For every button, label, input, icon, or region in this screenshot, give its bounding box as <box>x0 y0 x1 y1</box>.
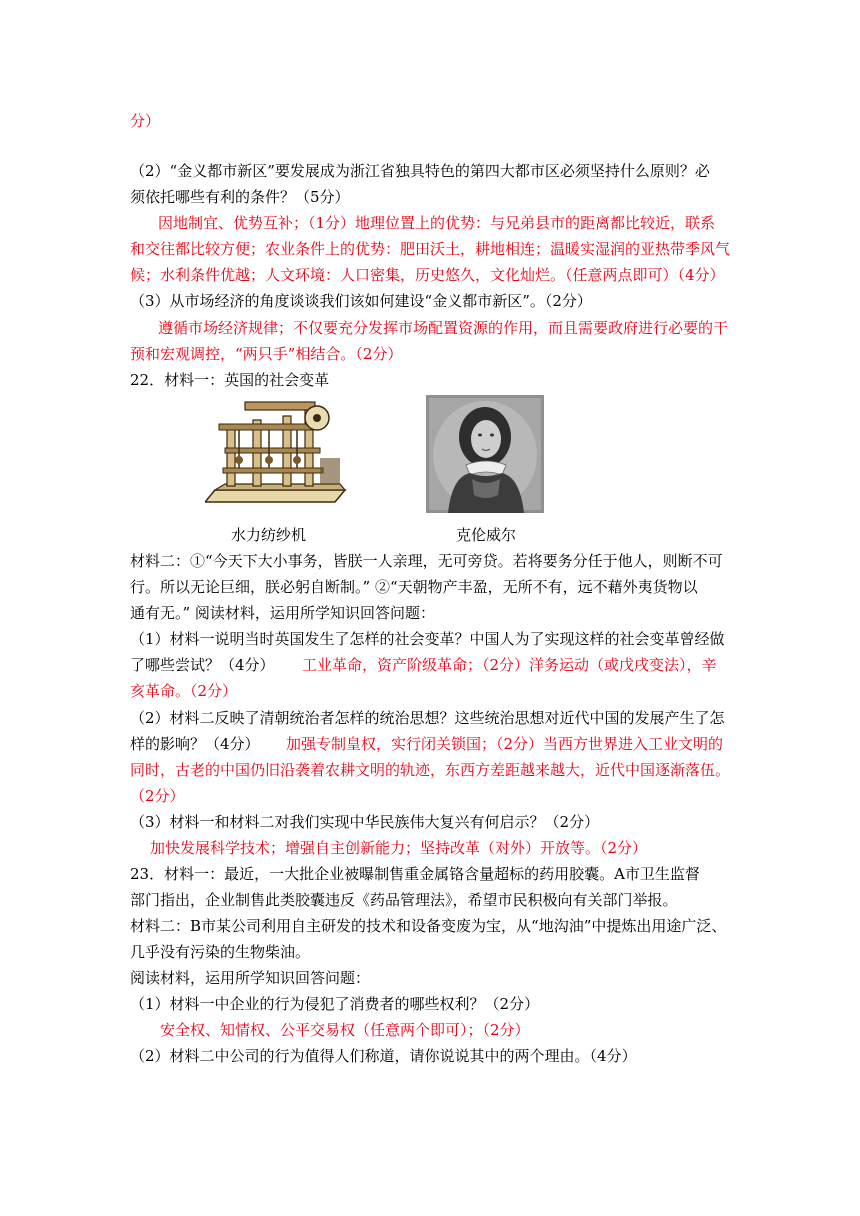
question-line: 阅读材料，运用所学知识回答问题： <box>130 969 371 987</box>
question-line: （3）材料一和材料二对我们实现中华民族伟大复兴有何启示？（2分） <box>130 813 600 831</box>
answer-line: 工业革命，资产阶级革命；（2分）洋务运动（或戊戌变法），辛 <box>302 656 717 674</box>
text-line: 分） <box>130 112 161 130</box>
question-line: 行。所以无论巨细，朕必躬自断制。” ②“天朝物产丰盈，无所不有，远不藉外夷货物以 <box>130 578 698 596</box>
answer-line: 安全权、知情权、公平交易权（任意两个即可）；（2分） <box>160 1021 530 1039</box>
question-line: 几乎没有污染的生物柴油。 <box>130 943 311 961</box>
answer-line: （2分） <box>130 787 185 805</box>
answer-line: 亥革命。（2分） <box>130 682 238 700</box>
question-line: （1）材料一说明当时英国发生了怎样的社会变革？中国人为了实现这样的社会变革曾经做 <box>130 630 725 648</box>
question-line: （2）“金义都市新区”要发展成为浙江省独具特色的第四大都市区必须坚持什么原则？必 <box>130 162 710 180</box>
question-line: 23．材料一：最近，一大批企业被曝制售重金属铬含量超标的药用胶囊。A市卫生监督 <box>130 865 700 883</box>
question-line: 须依托哪些有利的条件？（5分） <box>130 188 350 206</box>
answer-line: 同时，古老的中国仍旧沿袭着农耕文明的轨迹，东西方差距越来越大，近代中国逐渐落伍。 <box>130 761 731 779</box>
image-caption-left: 水力纺纱机 <box>231 526 307 544</box>
answer-line: 因地制宜、优势互补；（1分）地理位置上的优势：与兄弟县市的距离都比较近，联系 <box>158 214 716 232</box>
answer-line: 候；水利条件优越；人文环境：人口密集，历史悠久，文化灿烂。（任意两点即可）（4分） <box>130 266 725 284</box>
answer-line: 和交往都比较方便；农业条件上的优势：肥田沃土，耕地相连；温暖实湿润的亚热带季风气 <box>130 240 731 258</box>
question-line: （1）材料一中企业的行为侵犯了消费者的哪些权利？（2分） <box>130 995 540 1013</box>
question-line: （2）材料二中公司的行为值得人们称道，请你说说其中的两个理由。（4分） <box>130 1047 637 1065</box>
question-line: 22．材料一：英国的社会变革 <box>130 371 330 389</box>
answer-line: 遵循市场经济规律；不仅要充分发挥市场配置资源的作用，而且需要政府进行必要的干 <box>158 319 729 337</box>
question-line: 材料二：①“今天下大小事务，皆朕一人亲理，无可旁贷。若将要务分任于他人，则断不可 <box>130 552 723 570</box>
image-caption-right: 克伦威尔 <box>456 526 517 544</box>
question-line: 材料二：B市某公司利用自主研发的技术和设备变废为宝，从“地沟油”中提炼出用途广泛、 <box>130 917 727 935</box>
question-line: （2）材料二反映了清朝统治者怎样的统治思想？这些统治思想对近代中国的发展产生了怎 <box>130 709 725 727</box>
question-line: （3）从市场经济的角度谈谈我们该如何建设“金义都市新区”。（2分） <box>130 292 592 310</box>
question-line: 部门指出，企业制售此类胶囊违反《药品管理法》，希望市民积极向有关部门举报。 <box>130 891 678 909</box>
question-line: 样的影响？（4分） <box>130 735 260 753</box>
question-line: 了哪些尝试？（4分） <box>130 656 275 674</box>
answer-line: 加强专制皇权，实行闭关锁国；（2分）当西方世界进入工业文明的 <box>286 735 724 753</box>
answer-line: 预和宏观调控，“两只手”相结合。（2分） <box>130 345 403 363</box>
question-line: 通有无。” 阅读材料，运用所学知识回答问题： <box>130 604 435 622</box>
spinning-machine-image <box>205 398 350 506</box>
cromwell-portrait-image <box>426 395 544 513</box>
answer-line: 加快发展科学技术；增强自主创新能力；坚持改革（对外）开放等。（2分） <box>150 839 648 857</box>
